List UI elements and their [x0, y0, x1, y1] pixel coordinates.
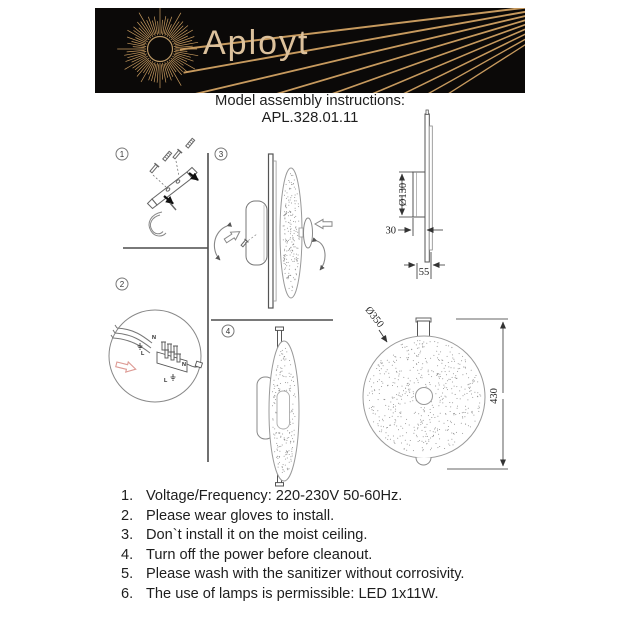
list-item-text: Please wear gloves to install. — [146, 507, 335, 524]
brand-logo-text: Aployt — [203, 24, 310, 62]
list-item-number: 2. — [121, 507, 134, 524]
step-2-diagram — [109, 310, 202, 402]
list-item — [121, 507, 541, 527]
step-3-diagram — [214, 154, 332, 308]
step-4-diagram — [257, 327, 299, 486]
dim-height: 430 — [489, 388, 500, 404]
list-item-number: 5. — [121, 566, 134, 583]
wire-label-live-2: L — [164, 378, 168, 384]
list-item-text: Voltage/Frequency: 220-230V 50-60Hz. — [146, 488, 403, 504]
list-item-text: Don`t install it on the moist ceiling. — [146, 527, 368, 544]
dim-wall-gap: 30 — [385, 225, 396, 237]
list-item-number: 6. — [121, 585, 134, 602]
step-4-number: 4 — [225, 326, 231, 336]
front-dimension-drawing — [362, 305, 508, 469]
list-item-number: 4. — [121, 546, 134, 563]
page-title: Model assembly instructions: — [215, 93, 405, 109]
list-item-text: Please wash with the sanitizer without corrosivity. — [146, 566, 465, 583]
list-item-number: 1. — [121, 488, 134, 504]
dim-disc-diameter: Ø350 — [362, 304, 386, 331]
list-item — [121, 487, 541, 507]
step-2-number: 2 — [119, 279, 125, 289]
step-3-number: 3 — [218, 149, 224, 159]
list-item-number: 3. — [121, 527, 134, 544]
list-item — [121, 546, 541, 566]
step-1-diagram — [148, 138, 199, 236]
list-item — [121, 526, 541, 546]
list-item — [121, 585, 541, 605]
list-item-text: The use of lamps is permissible: LED 1x11W. — [146, 585, 439, 602]
list-item-text: Turn off the power before cleanout. — [146, 546, 373, 563]
side-dimension-drawing — [386, 110, 446, 279]
model-number: APL.328.01.11 — [261, 110, 359, 126]
step-1-number: 1 — [119, 149, 125, 159]
wire-label-neutral: N — [152, 335, 156, 341]
wire-label-neutral-2: N — [182, 362, 186, 368]
instructions-list — [121, 487, 541, 605]
dim-plate-diameter: Ø130 — [398, 182, 409, 207]
step-badges — [116, 148, 234, 337]
list-item — [121, 565, 541, 585]
wire-label-live: L — [141, 351, 145, 357]
dim-depth: 55 — [418, 267, 430, 278]
